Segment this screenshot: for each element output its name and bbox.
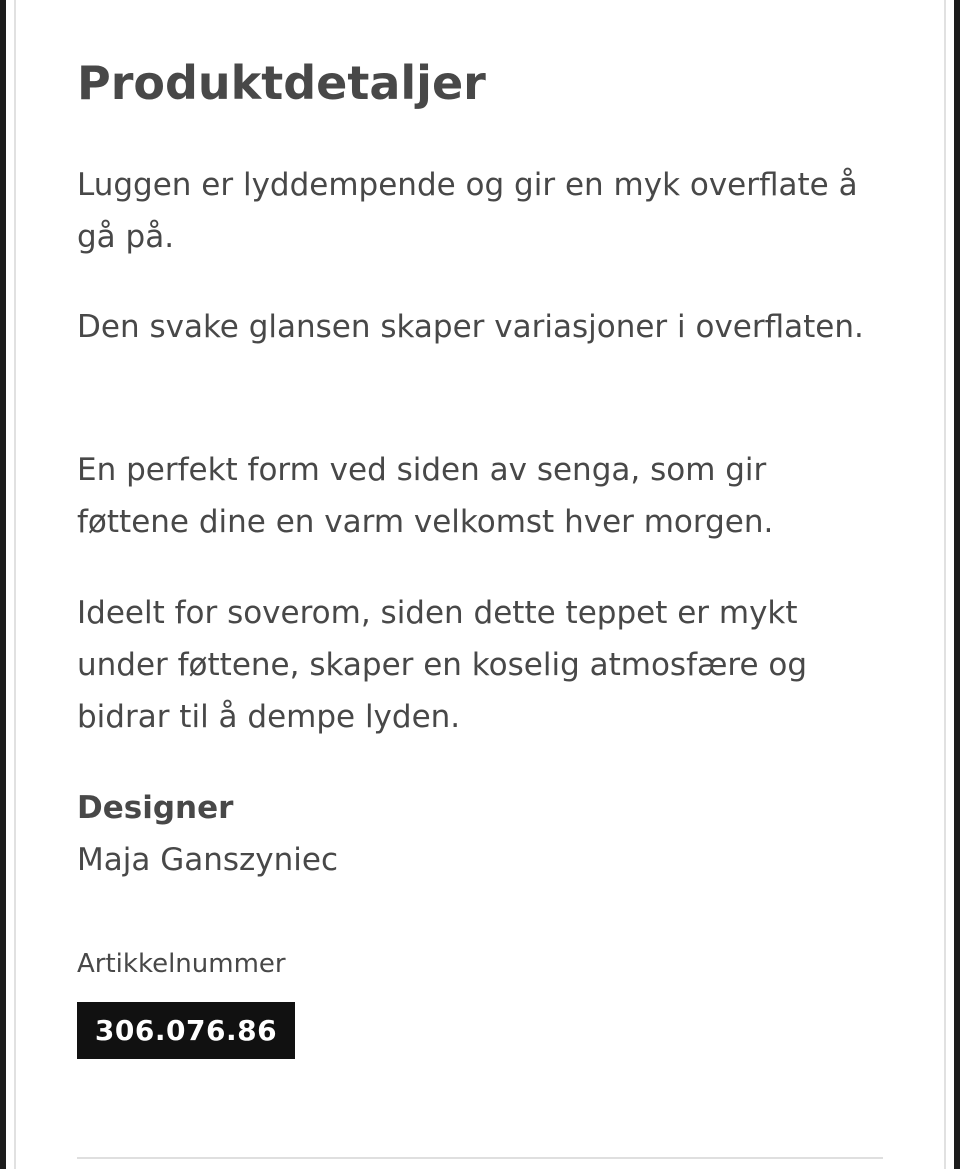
- description-paragraph-3: En perfekt form ved siden av senga, som gir føttene dine en varm velkomst hver morgen.: [77, 452, 774, 540]
- designer-name: Maja Ganszyniec: [77, 842, 339, 878]
- frame-left-edge: [0, 0, 6, 1169]
- description-paragraph-4: Ideelt for soverom, siden dette teppet er mykt under føttene, skaper en koselig atmosfære og bidrar til å dempe lyden.: [77, 595, 808, 735]
- section-divider: [77, 1157, 883, 1159]
- article-number-badge: 306.076.86: [77, 1002, 295, 1059]
- designer-label: Designer: [77, 790, 234, 826]
- frame-right-edge: [954, 0, 960, 1169]
- frame-left-border: [14, 0, 16, 1169]
- article-number-label: Artikkelnummer: [77, 949, 286, 979]
- description-paragraph-2: Den svake glansen skaper variasjoner i overflaten.: [77, 309, 864, 345]
- description-paragraph-1: Luggen er lyddempende og gir en myk overflate å gå på.: [77, 167, 858, 255]
- frame-right-border: [944, 0, 946, 1169]
- section-title: Produktdetaljer: [77, 56, 486, 110]
